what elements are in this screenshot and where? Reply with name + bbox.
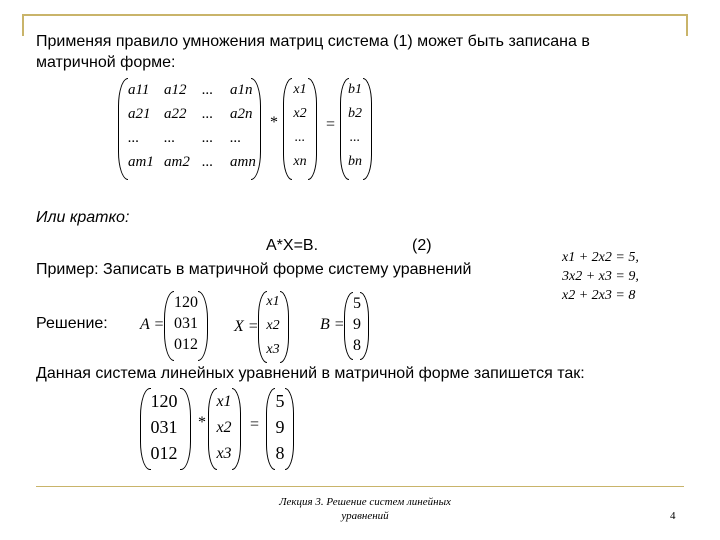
general-a-row [128, 106, 268, 130]
final-a-row: 120 [150, 391, 178, 411]
final-b-entry: 9 [275, 417, 285, 437]
general-b-right-paren [363, 78, 372, 180]
general-a-cell: ... [128, 130, 140, 146]
final-b-right-paren [285, 388, 294, 470]
footer-line-1: Лекция 3. Решение систем линейных [279, 496, 451, 508]
general-x-entry: x1 [293, 82, 307, 97]
general-b-entry: b1 [348, 82, 362, 97]
general-equals-sign: = [326, 116, 336, 133]
general-a-cell: ... [230, 130, 242, 146]
page-number: 4 [670, 510, 676, 522]
vector-x-name: X = [234, 318, 259, 335]
final-x-entry: x1 [216, 393, 232, 410]
general-a-cell: ... [202, 82, 214, 98]
general-mult-sign: * [270, 114, 278, 131]
general-a-cell: a22 [164, 106, 187, 122]
general-x-right-paren [308, 78, 317, 180]
solution-label: Решение: [36, 315, 108, 332]
vector-x-entry: x3 [266, 342, 280, 357]
general-a-cell: a21 [128, 106, 151, 122]
vector-x-right-paren [280, 291, 289, 363]
final-b-entry: 5 [275, 391, 285, 411]
intro-line-2: матричной форме: [36, 54, 176, 71]
matrix-a-right-paren [198, 291, 208, 361]
final-x-right-paren [232, 388, 241, 470]
general-a-cell: ... [202, 130, 214, 146]
vector-b-entry: 8 [353, 337, 361, 354]
general-a-cell: am2 [164, 154, 190, 170]
final-a-matrix [146, 388, 182, 466]
general-b-entry: b2 [348, 106, 362, 121]
final-a-row: 012 [150, 443, 178, 463]
general-a-right-paren [251, 78, 261, 180]
general-a-cell: am1 [128, 154, 154, 170]
general-a-cell: a12 [164, 82, 187, 98]
final-x-entry: x3 [216, 445, 232, 462]
final-mult-sign: * [198, 414, 206, 431]
example-label: Пример: Записать в матричной форме систему уравнений [36, 261, 472, 278]
general-a-cell: ... [164, 130, 176, 146]
matrix-a-row: 031 [174, 315, 198, 332]
footer-line-2: уравнений [341, 510, 389, 522]
general-x-entry: x2 [293, 106, 307, 121]
vector-b-name: B = [320, 316, 345, 333]
short-form-formula: A*X=B. [266, 237, 319, 254]
system-equation: 3x2 + x3 = 9, [562, 269, 639, 284]
general-a-row [128, 130, 268, 154]
general-a-matrix [128, 82, 268, 178]
general-a-cell: a2n [230, 106, 253, 122]
final-a-row: 031 [150, 417, 178, 437]
vector-b-right-paren [360, 292, 369, 360]
general-a-cell: amn [230, 154, 256, 170]
general-a-left-paren [118, 78, 128, 180]
vector-b-entry: 9 [353, 316, 361, 333]
final-b-entry: 8 [275, 443, 285, 463]
vector-x-entry: x1 [266, 294, 280, 309]
matrix-a-name: A = [140, 316, 165, 333]
general-a-row [128, 154, 268, 178]
general-x-entry: ... [294, 130, 306, 145]
vector-x-entry: x2 [266, 318, 280, 333]
general-b-vector [345, 78, 365, 174]
general-b-entry: ... [349, 130, 361, 145]
general-x-vector [290, 78, 310, 174]
general-a-cell: ... [202, 106, 214, 122]
short-form-label: Или кратко: [36, 209, 130, 226]
general-a-cell: a1n [230, 82, 253, 98]
footer [250, 495, 480, 523]
matrix-a-row: 120 [174, 294, 198, 311]
general-x-entry: xn [293, 154, 307, 169]
equation-system [562, 248, 639, 305]
final-x-entry: x2 [216, 419, 232, 436]
conclusion-text: Данная система линейных уравнений в матричной форме запишется так: [36, 365, 585, 382]
matrix-a-row: 012 [174, 336, 198, 353]
final-equals-sign: = [250, 416, 260, 433]
general-a-cell: a11 [128, 82, 150, 98]
equation-number: (2) [412, 237, 432, 254]
general-b-entry: bn [348, 154, 362, 169]
slide-left-rule [22, 14, 24, 36]
vector-b-entry: 5 [353, 295, 361, 312]
footer-rule [36, 486, 684, 487]
general-a-cell: ... [202, 154, 214, 170]
general-a-row [128, 82, 268, 106]
intro-line-1: Применяя правило умножения матриц система (1) может быть записана в [36, 33, 590, 50]
system-equation: x2 + 2x3 = 8 [562, 288, 636, 303]
final-a-right-paren [180, 388, 191, 470]
system-equation: x1 + 2x2 = 5, [562, 250, 639, 265]
